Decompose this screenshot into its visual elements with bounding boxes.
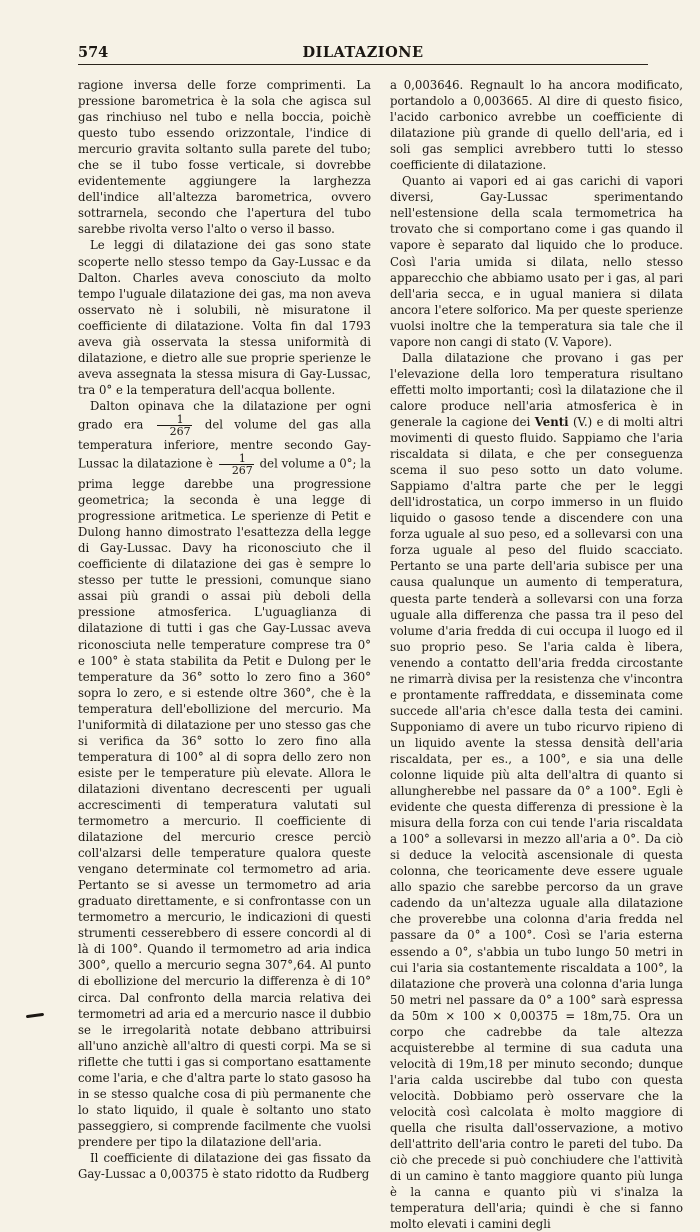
paragraph: Quanto ai vapori ed ai gas carichi di vapori diversi, Gay-Lussac sperimentando nell'estensione della scala termometrica ha trovato che si comportano come i gas quando il vapore è separato dal liquido che lo produce. Così l'aria umida si dilata, nello stesso apparecchio che abbiamo usato per i gas, al pari dell'aria secca, e in ugual maniera si dilata ancora l'etere solforico. Ma per queste sperienze vuolsi inoltre che la temperatura sia tale che il vapore non cangi di stato (V. Vapore).: [390, 174, 683, 349]
paragraph: ragione inversa delle forze comprimenti. La pressione barometrica è la sola che agisca sul gas rinchiuso nel tubo e nella boccia, poichè questo tubo essendo orizzontale, l'indice di mercurio gravita soltanto sulla parete del tubo; che se il tubo fosse verticale, si dovrebbe evidentemente aggiungere la larghezza dell'indice all'altezza barometrica, ovvero sottrarnela, secondo che l'apertura del tubo sarebbe rivolta verso l'alto o verso il basso.: [78, 78, 371, 237]
fraction-denominator: 267: [231, 464, 253, 478]
paragraph-text: (V.) e di molti altri movimenti di questo fluido. Sappiamo che l'aria riscaldata si dilata, e che per conseguenza scema il suo peso sotto un dato volume. Sappiamo d'altra parte che per le leggi dell'idrostatica, un corpo immerso in un fluido liquido o gasoso tende a discendere con una forza uguale al suo peso, ed a sollevarsi con una forza uguale al peso del fluido scacciato. Pertanto se una parte dell'aria subisce per una causa qualunque un aumento di temperatura, questa parte tenderà a sollevarsi con una forza uguale alla differenza che passa tra il peso del volume d'aria fredda di cui occupa il luogo ed il suo proprio peso. Se l'aria calda è libera, venendo a contatto dell'aria fredda circostante ne rimarrà divisa per la resistenza che v'incontra e prontamente raffreddata, e disseminata come succede all'aria ch'esce dalla testa dei camini. Supponiamo di avere un tubo ricurvo ripieno di un liquido avente la stessa densità dell'aria riscaldata, per es., a 100°, e sia una delle colonne liquide più alta dell'altra di quanto si allungherebbe nel passare da 0° a 100°. Egli è evidente che questa differenza di pressione è la misura della forza con cui tende l'aria riscaldata a 100° a sollevarsi in mezzo all'aria a 0°. Da ciò si deduce la velocità ascensionale di questa colonna, che teoricamente deve essere uguale allo spazio che sarebbe percorso da un grave cadendo da un'altezza uguale alla dilatazione che proverebbe una colonna d'aria fredda nel passare da 0° a 100°. Così se l'aria esterna essendo a 0°, s'abbia un tubo lungo 50 metri in cui l'aria sia costantemente riscaldata a 100°, la dilatazione che proverà una colonna d'aria lunga 50 metri nel passare da 0° a 100° sarà espressa da 50m × 100 × 0,00375 = 18m,75. Ora un corpo che cadrebbe da tale altezza acquisterebbe al termine di sua caduta una velocità di 19m,18 per minuto secondo; dunque l'aria calda uscirebbe dal tubo con questa velocità. Dobbiamo però osservare che la velocità così calcolata è molto maggiore di quella che risulta dall'osservazione, a motivo dell'attrito dell'aria contro le pareti del tubo. Da ciò che precede si può conchiudere che l'attività di un camino è tanto maggiore quanto più lunga è la canna e quanto più vi s'inalza la temperatura dell'aria; quindi è che si fanno molto elevati i camini degli: [390, 414, 683, 1232]
fraction-numerator: 1: [157, 414, 192, 426]
fraction-denominator: 267: [169, 424, 191, 438]
left-column: [78, 77, 372, 1182]
page-number: 574: [78, 44, 109, 61]
paragraph-text: del volume del gas alla temperatura inferiore, mentre secondo Gay-Lussac la dilatazione è: [78, 417, 372, 471]
fraction: [219, 453, 254, 476]
cross-reference: Venti: [534, 414, 569, 429]
margin-mark: [26, 1013, 44, 1018]
page-header: [78, 40, 648, 65]
paragraph-text: Dalton opinava che la dilatazione per ogni grado era: [78, 398, 371, 432]
fraction: [157, 414, 192, 437]
right-column: [390, 77, 683, 1232]
paragraph: Le leggi di dilatazione dei gas sono state scoperte nello stesso tempo da Gay-Lussac e da Dalton. Charles aveva conosciuto da molto tempo l'uguale dilatazione dei gas, ma non aveva osservato nè i solubili, nè misuratone il coefficiente di dilatazione. Volta fin dal 1793 aveva già osservata la stessa uniformità di dilatazione, e dietro alle sue proprie sperienze le aveva assegnata la stessa misura di Gay-Lussac, tra 0° e la temperatura dell'acqua bollente.: [78, 238, 371, 397]
fraction-numerator: 1: [219, 453, 254, 465]
paragraph: [390, 350, 683, 1232]
paragraph-text: del volume a 0°; la prima legge darebbe una progressione geometrica; la seconda è una legge di progressione aritmetica. Le sperienze di Petit e Dulong hanno dimostrato l'esattezza della legge di Gay-Lussac. Davy ha riconosciuto che il coefficiente di dilatazione dei gas è sempre lo stesso per tutte le pressioni, comunque siano assai più grandi o assai più deboli della pressione atmosferica. L'uguaglianza di dilatazione di tutti i gas che Gay-Lussac aveva riconosciuta nelle temperature comprese tra 0° e 100° è stata stabilita da Petit e Dulong per le temperature da 36° sotto lo zero fino a 360° sopra lo zero, e si estende oltre 360°, che è la temperatura dell'ebollizione del mercurio. Ma l'uniformità di dilatazione per uno stesso gas che si verifica da 36° sotto lo zero fino alla temperatura di 100° al di sopra dello zero non esiste per le temperature più elevate. Allora le dilatazioni diventano decrescenti per uguali accrescimenti di temperatura valutati sul termometro a mercurio. Il coefficiente di dilatazione del mercurio cresce perciò coll'alzarsi delle temperature qualora queste vengano determinate col termometro ad aria. Pertanto se si avesse un termometro ad aria graduato direttamente, e si confrontasse con un termometro a mercurio, le indicazioni di questi strumenti cesserebbero di essere concordi al di là di 100°. Quando il termometro ad aria indica 300°, quello a mercurio segna 307°,64. Al punto di ebollizione del mercurio la differenza è di 10° circa. Dal confronto della marcia relativa dei termometri ad aria ed a mercurio nasce il dubbio se le irregolarità notate debbano attribuirsi all'uno anzichè all'altro di questi corpi. Ma se si riflette che tutti i gas si comportano esattamente come l'aria, e che d'altra parte lo stato gasoso ha in se stesso qualche cosa di più permanente che lo stato liquido, il quale è soltanto uno stato passeggiero, si comprende facilmente che vuolsi prendere per tipo la dilatazione dell'aria.: [78, 456, 372, 1149]
paragraph: [78, 398, 371, 1150]
paragraph-text: Dalla dilatazione che provano i gas per l'elevazione della loro temperatura risultano effetti molto importanti; così la dilatazione che il calore produce nell'aria atmosferica è in generale la cagione dei: [390, 350, 683, 429]
paragraph: a 0,003646. Regnault lo ha ancora modificato, portandolo a 0,003665. Al dire di questo fisico, l'acido carbonico avrebbe un coefficiente di dilatazione più grande di quello dell'aria, ed i soli gas semplici avrebbero tutti lo stesso coefficiente di dilatazione.: [390, 78, 683, 173]
running-title: DILATAZIONE: [302, 44, 424, 61]
paragraph: Il coefficiente di dilatazione dei gas fissato da Gay-Lussac a 0,00375 è stato ridotto da Rudberg: [78, 1151, 371, 1182]
